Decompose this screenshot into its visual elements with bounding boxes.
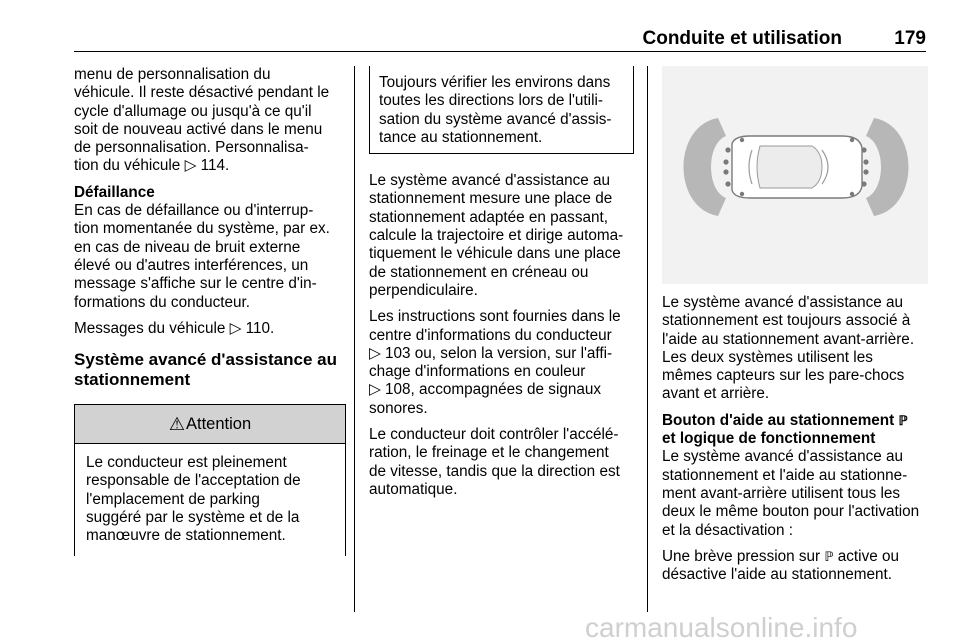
parking-assist-button-icon: ℙ — [898, 412, 908, 428]
column-divider-2 — [647, 66, 648, 612]
front-sensor — [861, 147, 866, 152]
page-ref-icon: ▷ — [369, 381, 381, 399]
side-sensor — [740, 138, 744, 142]
car-roof — [757, 146, 822, 188]
system-description: Le système avancé d'assistance au stationnement mesure une place de stationnement adaptée en passant, calcule la trajectoire et dirige automa- tiquement le véhicule dans une place de stationnement en créneau ou perpendiculaire. — [369, 172, 624, 299]
button-paragraph: Le système avancé d'assistance au stationnement et l'aide au stationne- ment avant-arrière utilisent tous les deux le même bouton pour l'activation et la désactivation : — [662, 448, 920, 539]
warning-triangle-icon: ⚠ — [168, 414, 185, 434]
side-sensor — [850, 138, 854, 142]
front-sensor — [861, 181, 866, 186]
side-sensor — [740, 192, 744, 196]
attention-label: Attention — [186, 415, 252, 433]
header-rule — [74, 51, 926, 52]
parking-sensor-figure — [662, 66, 928, 284]
note-box: Toujours vérifier les environs dans toutes les directions lors de l'utili- sation du système avancé d'assis- tance au stationnement. — [369, 66, 634, 154]
rear-sensor — [725, 147, 730, 152]
rear-detection-zone-outer — [684, 118, 727, 216]
column-1 — [74, 66, 346, 556]
button-heading: Bouton d'aide au stationnement ℙ et logique de fonctionnement — [662, 411, 908, 448]
column-divider-1 — [354, 66, 355, 612]
parking-assist-button-icon: ℙ — [824, 548, 834, 564]
fault-heading: Défaillance — [74, 183, 155, 201]
combined-system-paragraph: Le système avancé d'assistance au stationnement est toujours associé à l'aide au stationnement avant-arrière. Les deux systèmes utilisent les mêmes capteurs sur les pare-chocs avant et arrière. — [662, 294, 915, 403]
fault-paragraph: En cas de défaillance ou d'interrup- tion momentanée du système, par ex. en cas de niveau de bruit externe élevé ou d'autres interférences, un message s'affiche sur le centre d'in- formations du conducteur. — [74, 202, 330, 311]
messages-paragraph: Messages du véhicule ▷ 110. — [74, 319, 275, 337]
attention-text: Le conducteur est pleinement responsable de l'acceptation de l'emplacement de parking suggéré par le système et de la manœuvre de stationnement. — [86, 454, 301, 545]
page-title: Conduite et utilisation — [642, 28, 842, 49]
short-press-paragraph: Une brève pression sur ℙ active ou désactive l'aide au stationnement. — [662, 547, 900, 584]
page-ref-icon: ▷ — [229, 319, 242, 337]
page-ref-icon: ▷ — [369, 344, 381, 362]
instructions-paragraph: Les instructions sont fournies dans le centre d'informations du conducteur ▷ 103 ou, selon la version, sur l'affi- chage d'informations en couleur ▷ 108, accompagnées de signaux sonores. — [369, 308, 621, 417]
car-sensor-diagram — [662, 66, 928, 284]
watermark: carmanualsonline.info — [585, 612, 858, 643]
section-heading: Système avancé d'assistance au stationnement — [74, 350, 337, 390]
rear-sensor — [723, 169, 728, 174]
intro-paragraph: menu de personnalisation du véhicule. Il reste désactivé pendant le cycle d'allumage ou jusqu'à ce qu'il soit de nouveau activé dans le menu de personnalisation. Personnalisa- tion du véhicule ▷ 114. — [74, 66, 330, 175]
front-detection-zone — [866, 118, 909, 216]
page-ref-icon: ▷ — [184, 157, 197, 175]
page-number: 179 — [894, 28, 926, 49]
front-sensor — [863, 169, 868, 174]
rear-sensor — [723, 159, 728, 164]
side-sensor — [850, 192, 854, 196]
page-header — [74, 26, 926, 51]
attention-box — [74, 404, 346, 555]
column-2 — [369, 66, 634, 507]
column-3 — [662, 66, 930, 592]
attention-header — [75, 404, 345, 444]
front-sensor — [863, 159, 868, 164]
driver-control-paragraph: Le conducteur doit contrôler l'accélé- ration, le freinage et le changement de vitesse, tandis que la direction est automatique. — [369, 426, 620, 498]
rear-sensor — [725, 181, 730, 186]
